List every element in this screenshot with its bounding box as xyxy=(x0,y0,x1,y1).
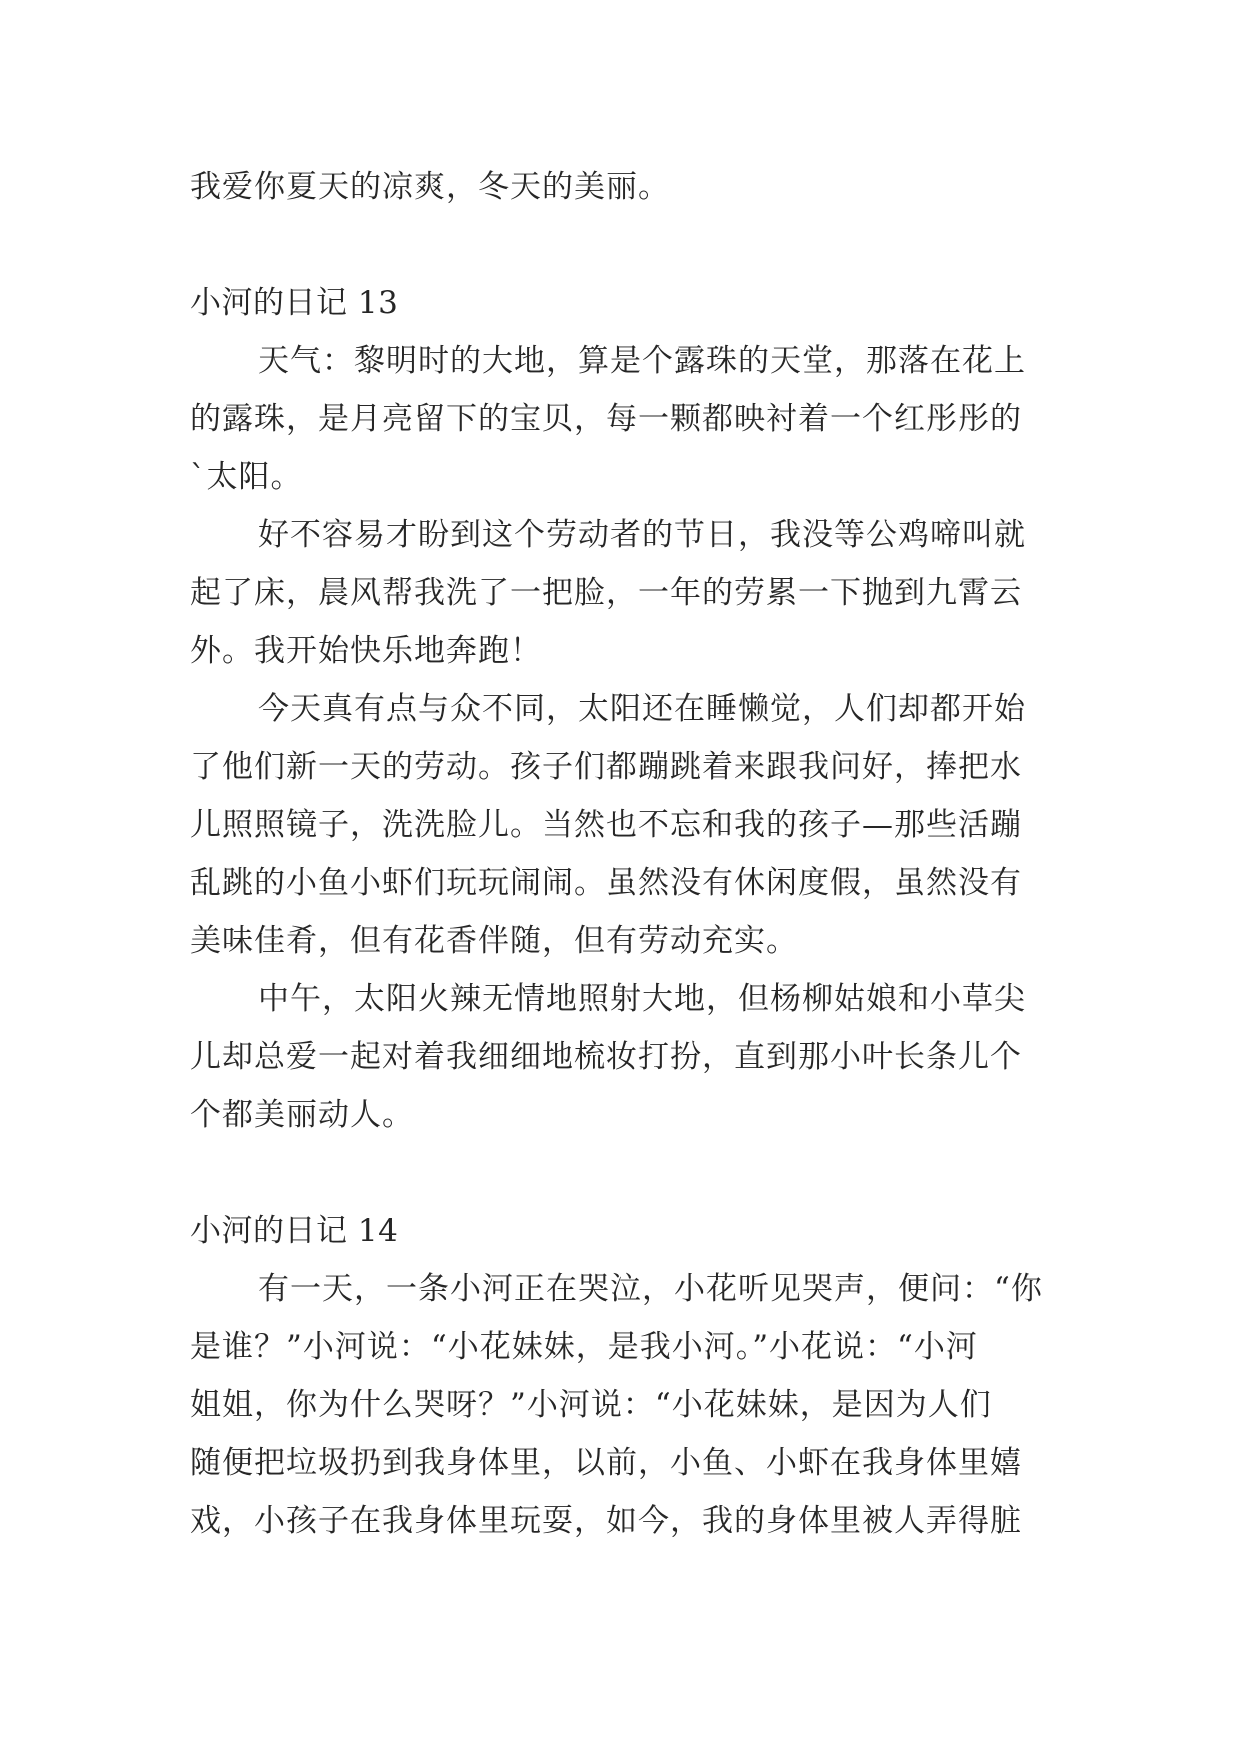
document-body xyxy=(190,158,1052,1550)
paragraph-line: 今天真有点与众不同，太阳还在睡懒觉，人们却都开始 xyxy=(258,691,1026,727)
paragraph-line: 外。我开始快乐地奔跑！ xyxy=(190,633,542,669)
paragraph-line: 儿照照镜子，洗洗脸儿。当然也不忘和我的孩子—那些活蹦 xyxy=(190,807,1022,843)
section-13-title: 小河的日记 13 xyxy=(190,285,399,321)
paragraph-line: 戏，小孩子在我身体里玩耍，如今，我的身体里被人弄得脏 xyxy=(190,1503,1022,1539)
section-13-paragraph-1 xyxy=(190,332,1052,506)
paragraph-line: 了他们新一天的劳动。孩子们都蹦跳着来跟我问好，捧把水 xyxy=(190,749,1022,785)
paragraph-line: `太阳。 xyxy=(190,459,303,495)
section-14-paragraph-1 xyxy=(190,1260,1052,1550)
section-14-title: 小河的日记 14 xyxy=(190,1213,399,1249)
section-spacer xyxy=(190,216,1052,274)
paragraph-line: 好不容易才盼到这个劳动者的节日，我没等公鸡啼叫就 xyxy=(258,517,1026,553)
section-13-paragraph-4 xyxy=(190,970,1052,1144)
intro-line: 我爱你夏天的凉爽，冬天的美丽。 xyxy=(190,169,670,205)
section-spacer xyxy=(190,1144,1052,1202)
paragraph-line: 乱跳的小鱼小虾们玩玩闹闹。虽然没有休闲度假，虽然没有 xyxy=(190,865,1022,901)
paragraph-line: 中午，太阳火辣无情地照射大地，但杨柳姑娘和小草尖 xyxy=(258,981,1026,1017)
paragraph-line: 的露珠，是月亮留下的宝贝，每一颗都映衬着一个红彤彤的 xyxy=(190,401,1022,437)
paragraph-line: 美味佳肴，但有花香伴随，但有劳动充实。 xyxy=(190,923,798,959)
section-13-paragraph-2 xyxy=(190,506,1052,680)
paragraph-line: 随便把垃圾扔到我身体里，以前，小鱼、小虾在我身体里嬉 xyxy=(190,1445,1022,1481)
paragraph-line: 儿却总爱一起对着我细细地梳妆打扮，直到那小叶长条儿个 xyxy=(190,1039,1022,1075)
paragraph-line: 起了床，晨风帮我洗了一把脸，一年的劳累一下抛到九霄云 xyxy=(190,575,1022,611)
paragraph-line: 有一天，一条小河正在哭泣，小花听见哭声，便问：“你 xyxy=(258,1271,1043,1307)
paragraph-line: 姐姐，你为什么哭呀？”小河说：“小花妹妹，是因为人们 xyxy=(190,1387,992,1423)
section-13-paragraph-3 xyxy=(190,680,1052,970)
paragraph-line: 个都美丽动人。 xyxy=(190,1097,414,1133)
paragraph-line: 是谁？”小河说：“小花妹妹，是我小河。”小花说：“小河 xyxy=(190,1329,978,1365)
paragraph-line: 天气：黎明时的大地，算是个露珠的天堂，那落在花上 xyxy=(258,343,1026,379)
